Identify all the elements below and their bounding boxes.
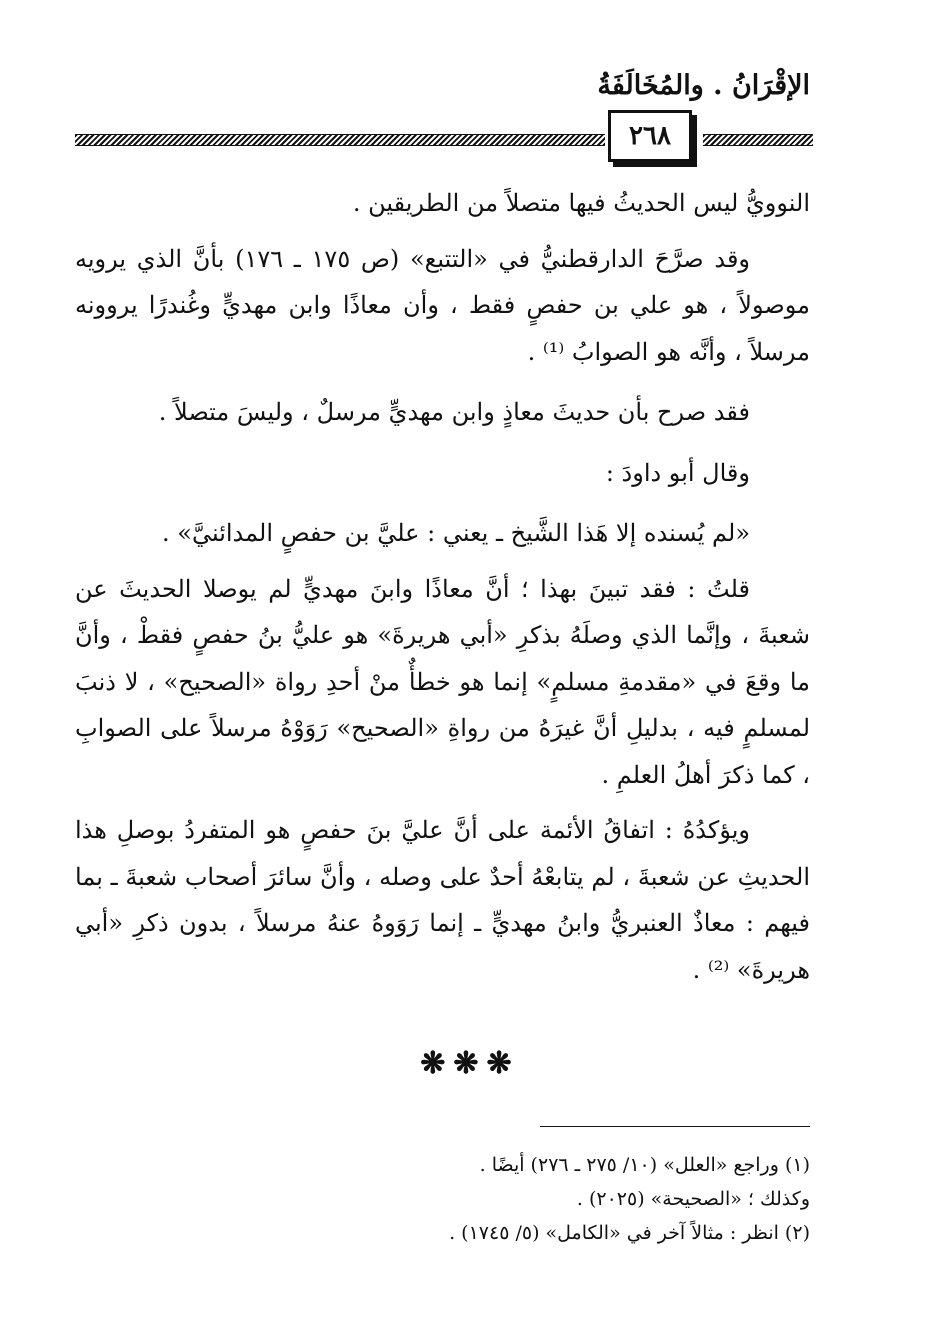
paragraph: قلتُ : فقد تبينَ بهذا ؛ أنَّ معاذًا وابنَ مهديٍّ لم يوصلا الحديثَ عن شعبةَ ، وإنَّما الذي وصلَهُ بذكرِ «أبي هريرةَ» هو عليُّ بنُ حفصٍ فقطْ ، وأنَّ ما وقعَ في «مقدمةِ مسلمٍ» إنما هو خطأٌ منْ أحدِ رواة «الصحيح» ، لا ذنبَ لمسلمٍ فيه ، بدليلِ أنَّ غيرَهُ من رواةِ «الصحيح» رَوَوْهُ مرسلاً على الصوابِ ، كما ذكرَ أهلُ العلمِ . bbox=[75, 574, 810, 789]
section-separator: ❋❋❋ bbox=[420, 1046, 520, 1081]
paragraph: النوويُّ ليس الحديثُ فيها متصلاً من الطريقين . bbox=[352, 189, 810, 217]
page-number: ٢٦٨ bbox=[608, 110, 692, 162]
paragraph: ويؤكدُهُ : اتفاقُ الأئمة على أنَّ عليَّ بنَ حفصٍ هو المتفردُ بوصلِ هذا الحديثِ عن شعبةَ ، لم يتابعْهُ أحدٌ على وصله ، وأنَّ سائرَ أصحاب شعبةَ ـ بما فيهم : معاذٌ العنبريُّ وابنُ مهديٍّ ـ إنما رَوَوهُ عنهُ مرسلاً ، بدون ذكرِ «أبي هريرةَ» ⁽²⁾ . bbox=[75, 816, 810, 984]
running-title: الإقْرَانُ . والمُخَالَفَةُ bbox=[597, 70, 810, 101]
footnote: وكذلك ؛ «الصحيحة» (٢٠٢٥) . bbox=[576, 1188, 810, 1210]
body-text bbox=[75, 180, 810, 993]
header-rule-left bbox=[75, 134, 605, 146]
quotation: «لم يُسنده إلا هَذا الشَّيخ ـ يعني : عليَّ بن حفصٍ المدائنيَّ» . bbox=[162, 519, 750, 547]
header-rule-right bbox=[703, 134, 813, 146]
footnotes bbox=[75, 1148, 810, 1250]
footnote-rule bbox=[540, 1126, 810, 1127]
paragraph: فقد صرح بأن حديثَ معاذٍ وابن مهديٍّ مرسلٌ ، وليسَ متصلاً . bbox=[158, 398, 750, 426]
footnote: (١) وراجع «العلل» (١٠/ ٢٧٥ ـ ٢٧٦) أيضًا . bbox=[479, 1154, 810, 1176]
paragraph: وقال أبو داودَ : bbox=[605, 458, 750, 487]
paragraph: وقد صرَّحَ الدارقطنيُّ في «التتبع» (ص ١٧٥ ـ ١٧٦) بأنَّ الذي يرويه موصولاً ، هو علي بن حفصٍ فقط ، وأن معاذًا وابن مهديٍّ وغُندرًا يروونه مرسلاً ، وأنَّه هو الصوابُ ⁽¹⁾ . bbox=[75, 244, 810, 366]
footnote: (٢) انظر : مثالاً آخر في «الكامل» (٥/ ١٧٤٥) . bbox=[449, 1222, 810, 1244]
